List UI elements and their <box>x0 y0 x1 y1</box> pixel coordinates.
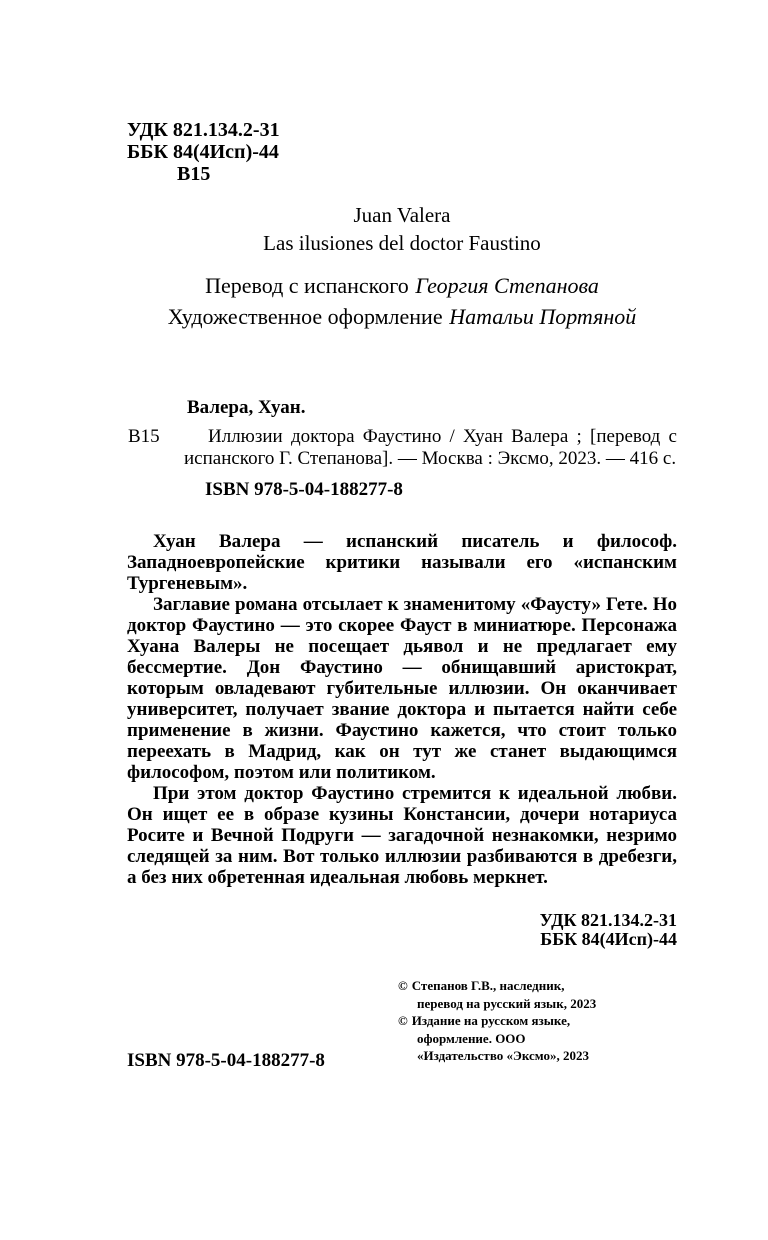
annotation-paragraph: Хуан Валера — испанский писатель и философ. Западноевропейские критики называли его «испанским Тургеневым». <box>127 531 677 594</box>
udk-code: УДК 821.134.2-31 <box>539 910 677 930</box>
bbk-code: ББК 84(4Исп)-44 <box>540 929 677 949</box>
translation-credit <box>127 270 677 301</box>
bbk-code: ББК 84(4Исп)-44 <box>127 141 279 163</box>
catalog-card <box>127 396 677 501</box>
copyright-text: Издание на русском языке, оформление. ООО «Издательство «Эксмо», 2023 <box>411 1013 589 1063</box>
annotation-paragraph: При этом доктор Фаустино стремится к идеальной любви. Он ищет ее в образе кузины Констансии, дочери нотариуса Росите и Вечной Подруги — загадочной незнакомки, незримо следящей за ним. Вот только иллюзии разбиваются в дребезги, а без них обретенная идеальная любовь меркнет. <box>127 783 677 888</box>
translator-name: Георгия Степанова <box>415 273 599 298</box>
copyright-block <box>398 977 612 1065</box>
copyright-text: Степанов Г.В., наследник, перевод на русский язык, 2023 <box>411 978 597 1011</box>
catalog-letter-code: В15 <box>128 426 160 447</box>
design-credit <box>127 301 677 332</box>
credits-block <box>127 270 677 332</box>
bottom-classification-codes <box>127 911 677 949</box>
top-classification-codes <box>127 119 280 185</box>
catalog-entry <box>127 426 677 470</box>
copyright-icon: © <box>398 1013 408 1028</box>
udk-code: УДК 821.134.2-31 <box>127 119 280 141</box>
credit-label: Перевод с испанского <box>205 273 409 298</box>
catalog-description: Иллюзии доктора Фаустино / Хуан Валера ; [перевод с испанского Г. Степанова]. — Москва : Эксмо, 2023. — 416 с. <box>184 426 677 469</box>
copyright-icon: © <box>398 978 408 993</box>
credit-label: Художественное оформление <box>167 304 443 329</box>
catalog-isbn: ISBN 978-5-04-188277-8 <box>205 479 403 500</box>
catalog-author: Валера, Хуан. <box>187 397 306 418</box>
annotation-block <box>127 531 677 888</box>
annotation-paragraph: Заглавие романа отсылает к знаменитому «Фаусту» Гете. Но доктор Фаустино — это скорее Фауст в миниатюре. Персонажа Хуана Валеры не посещает дьявол и не предлагает ему бессмертие. Дон Фаустино — обнищавший аристократ, которым овладевают губительные иллюзии. Он оканчивает университет, получает звание доктора и пытается найти себе применение в жизни. Фаустино кажется, что стоит только переехать в Мадрид, как он тут же станет выдающимся философом, поэтом или политиком. <box>127 594 677 783</box>
copyright-translator <box>398 977 612 1012</box>
original-author: Juan Valera <box>353 203 451 227</box>
original-title: Las ilusiones del doctor Faustino <box>263 231 541 255</box>
copyright-publisher <box>398 1012 612 1065</box>
isbn: ISBN 978-5-04-188277-8 <box>127 1050 325 1071</box>
designer-name: Натальи Портяной <box>449 304 637 329</box>
original-title-block <box>127 201 677 257</box>
letter-code: В15 <box>177 163 211 185</box>
